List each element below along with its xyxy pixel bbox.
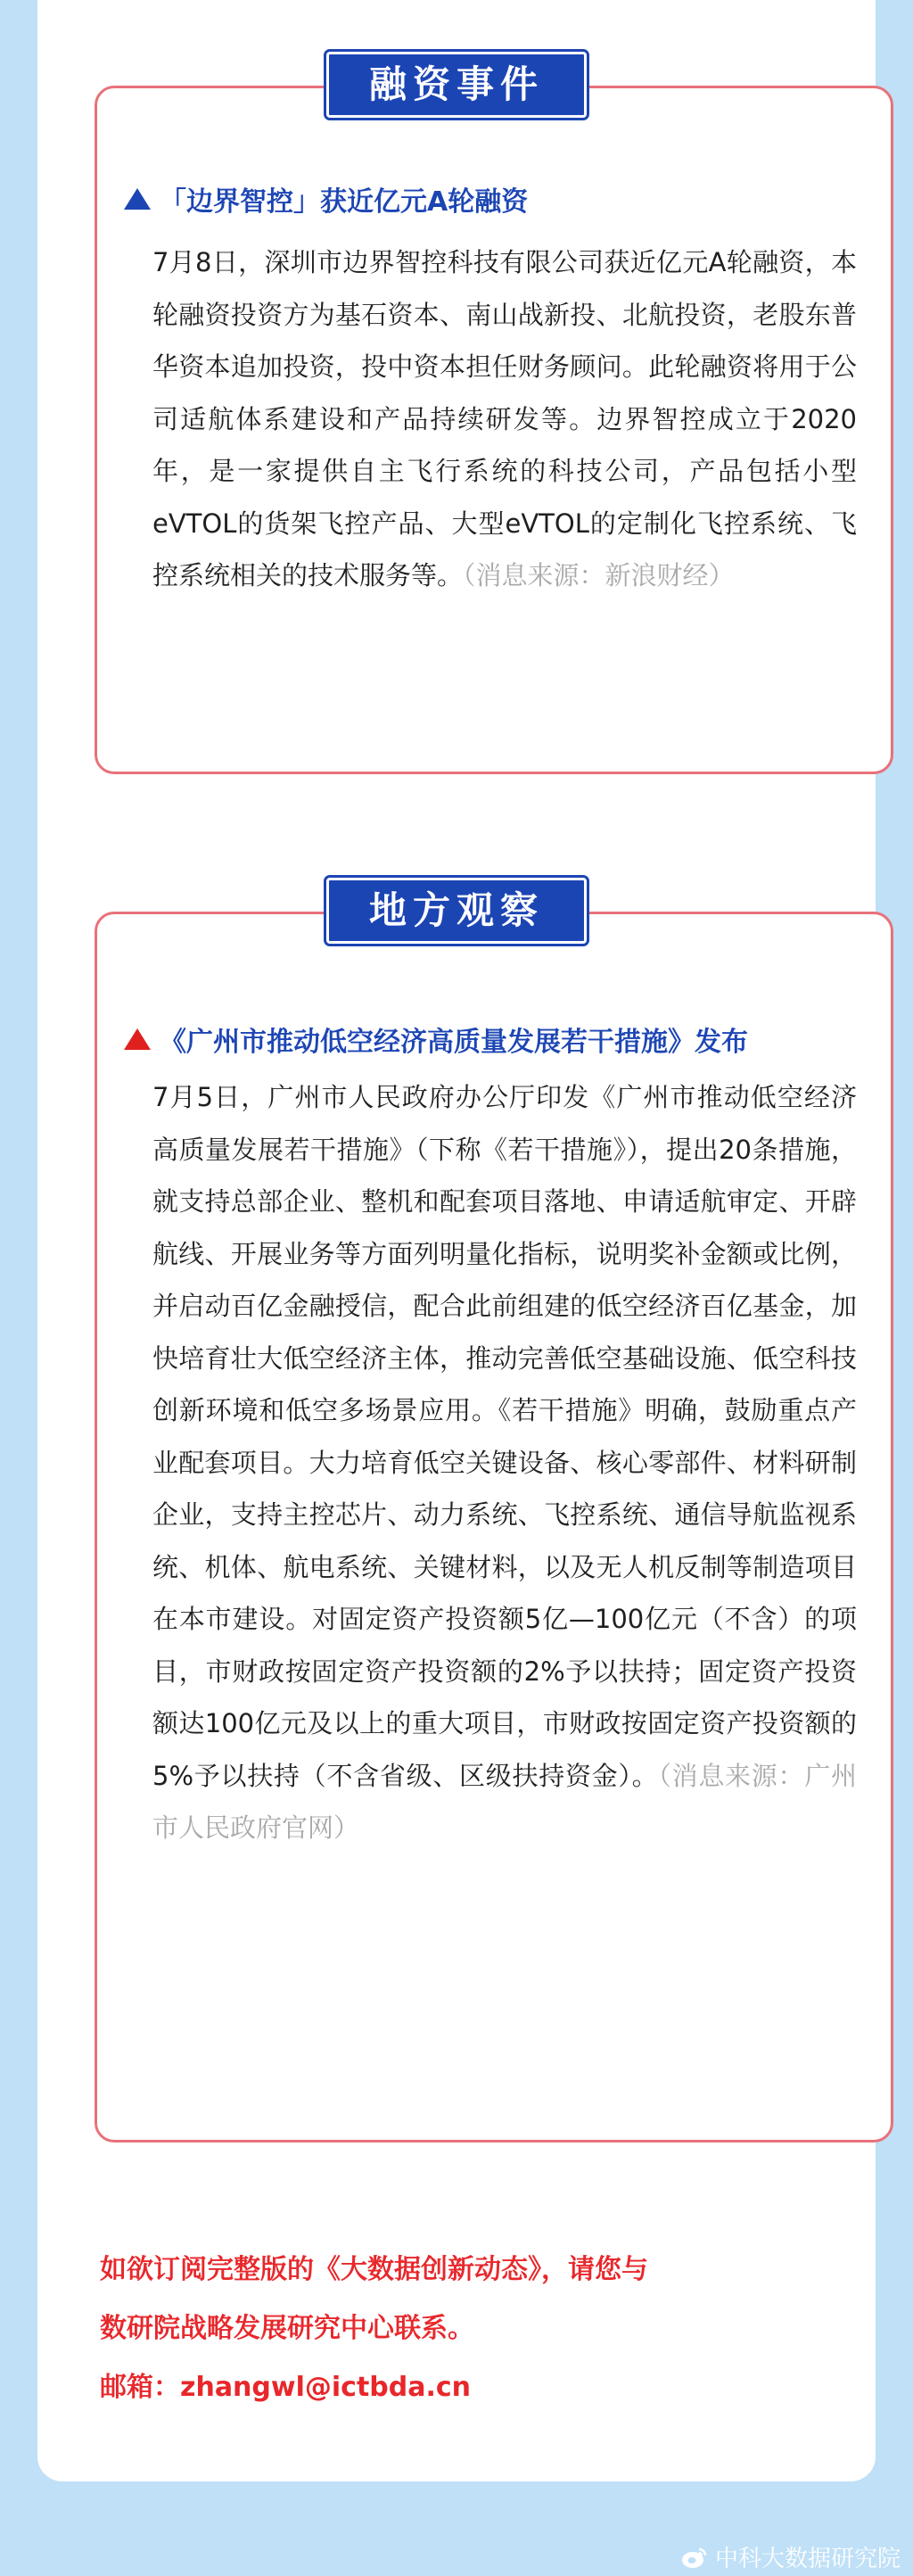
- contact-line-1: 如欲订阅完整版的《大数据创新动态》，请您与: [100, 2254, 648, 2285]
- local-headline: [124, 1020, 748, 1059]
- funding-headline: [124, 179, 528, 219]
- local-source: （消息来源：广州市人民政府官网）: [152, 1760, 857, 1843]
- contact-email[interactable]: 邮箱：zhangwl@ictbda.cn: [100, 2372, 472, 2403]
- local-headline-text: 《广州市推动低空经济高质量发展若干措施》发布: [160, 1027, 748, 1058]
- subscription-contact: [100, 2241, 831, 2417]
- funding-source: （消息来源：新浪财经）: [463, 560, 735, 590]
- funding-body: [152, 236, 857, 602]
- blue-triangle-icon: [124, 188, 151, 210]
- funding-body-text: 7月8日，深圳市边界智控科技有限公司获近亿元A轮融资，本轮融资投资方为基石资本、南山战新投、北航投资，老股东普华资本追加投资，投中资本担任财务顾问。此轮融资将用于公司适航体系建设和产品持续研发等。边界智控成立于2020年，是一家提供自主飞行系统的科技公司，产品包括小型eVTOL的货架飞控产品、大型eVTOL的定制化飞控系统、飞控系统相关的技术服务等。: [152, 247, 857, 590]
- local-body: [152, 1071, 857, 1854]
- local-body-text: 7月5日，广州市人民政府办公厅印发《广州市推动低空经济高质量发展若干措施》（下称《若干措施》），提出20条措施，就支持总部企业、整机和配套项目落地、申请适航审定、开辟航线、开展业务等方面列明量化指标，说明奖补金额或比例，并启动百亿金融授信，配合此前组建的低空经济百亿基金，加快培育壮大低空经济主体，推动完善低空基础设施、低空科技创新环境和低空多场景应用。《若干措施》明确，鼓励重点产业配套项目。大力培育低空关键设备、核心零部件、材料研制企业，支持主控芯片、动力系统、飞控系统、通信导航监视系统、机体、航电系统、关键材料，以及无人机反制等制造项目在本市建设。对固定资产投资额5亿—100亿元（不含）的项目，市财政按固定资产投资额的2%予以扶持；固定资产投资额达100亿元及以上的重大项目，市财政按固定资产投资额的5%予以扶持（不含省级、区级扶持资金）。: [152, 1082, 857, 1791]
- watermark-text: 中科大数据研究院: [714, 2546, 901, 2572]
- section-title-local: 地方观察: [326, 878, 587, 944]
- red-triangle-icon: [124, 1028, 151, 1050]
- funding-headline-text: 「边界智控」获近亿元A轮融资: [160, 186, 529, 218]
- weibo-watermark: [681, 2540, 901, 2573]
- funding-event-card: [95, 86, 893, 774]
- local-observation-card: [95, 912, 893, 2143]
- content-sheet: [37, 0, 876, 2481]
- weibo-icon: [681, 2546, 708, 2569]
- section-title-funding: 融资事件: [326, 52, 587, 118]
- contact-line-2: 数研院战略发展研究中心联系。: [100, 2313, 474, 2344]
